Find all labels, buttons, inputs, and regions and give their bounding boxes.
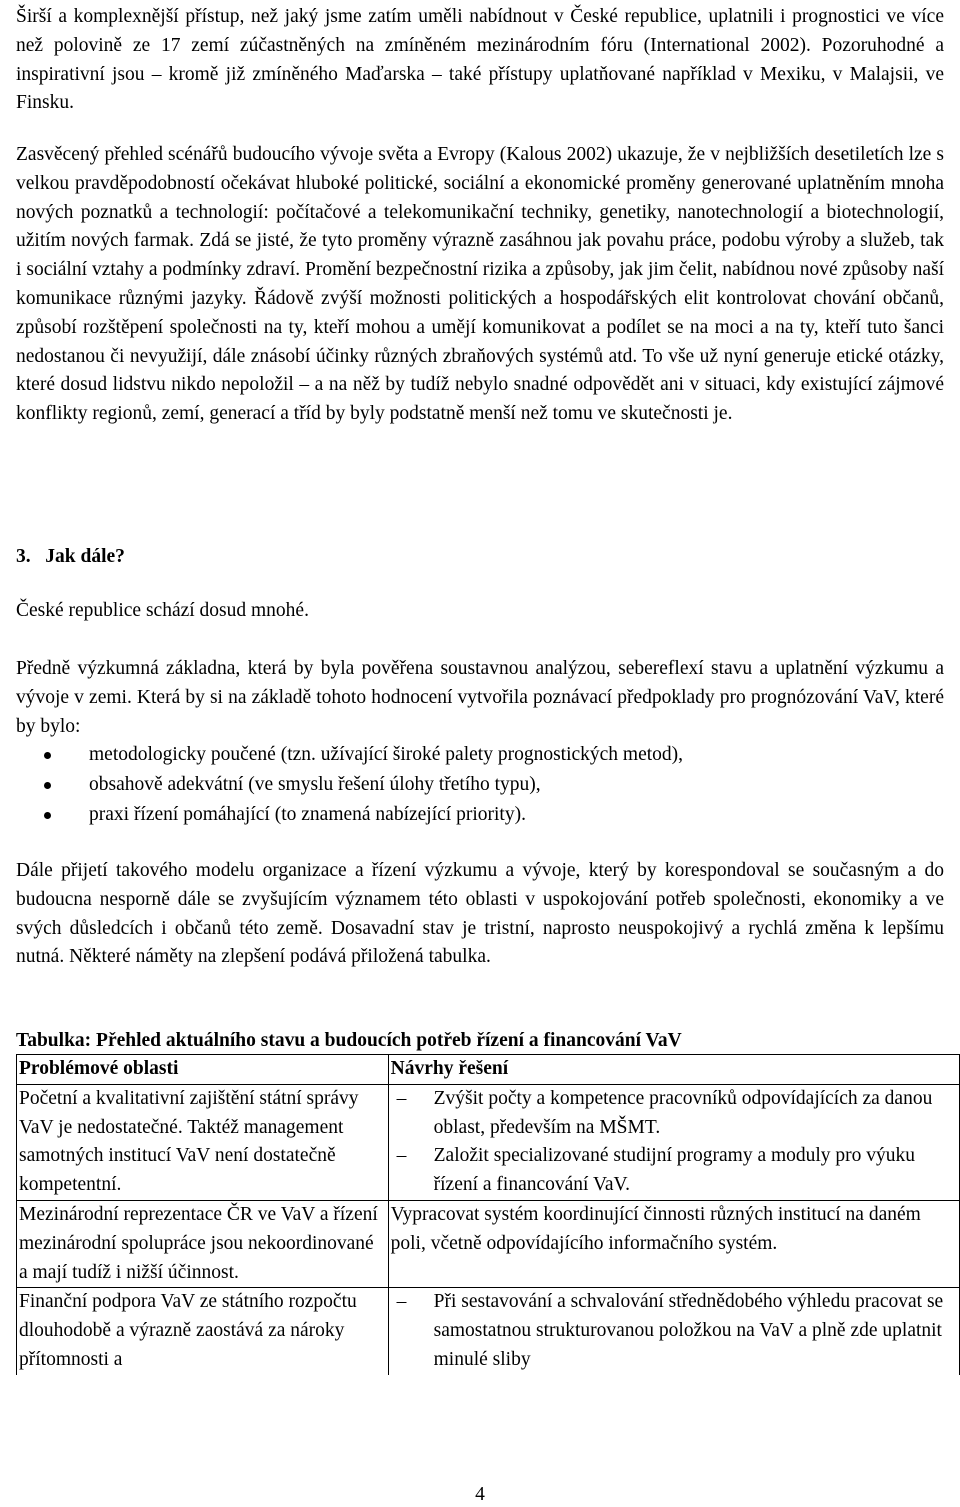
bullet-icon: [44, 752, 51, 759]
data-table: [16, 1054, 960, 1375]
solution-text: Zvýšit počty a kompetence pracovníků odpovídajících za danou oblast, především na MŠMT.: [433, 1087, 933, 1138]
problem-cell: Finanční podpora VaV ze státního rozpočtu dlouhodobě a výrazně zaostává za nároky přítomnosti a: [17, 1288, 389, 1375]
dash-icon: –: [396, 1145, 407, 1167]
table-title: Tabulka: Přehled aktuálního stavu a budoucích potřeb řízení a financování VaV: [16, 1030, 682, 1051]
paragraph-missing: České republice schází dosud mnohé.: [16, 600, 309, 621]
table-row: [17, 1288, 960, 1375]
bullet-icon: [44, 812, 51, 819]
paragraph-organization-model: Dále přijetí takového modelu organizace a řízení výzkumu a vývoje, který by korespondoval se současným a do budoucna nesporně dále se zvyšujícím významem této oblasti v uspokojování potřeb společnosti, ekonomiky a ve svých důsledcích i občanů této země. Dosavadní stav je tristní, naprosto neuspokojivý a rychlá změna k lepšímu nutná. Některé náměty na zlepšení podává přiložená tabulka.: [16, 860, 944, 968]
table-row: [17, 1084, 960, 1200]
bullet-text: metodologicky poučené (tzn. užívající široké palety prognostických metod),: [89, 744, 684, 765]
solution-cell: [388, 1288, 959, 1375]
section-heading: 3. Jak dále?: [16, 546, 125, 567]
solution-text: Při sestavování a schvalování střednědobého výhledu pracovat se samostatnou strukturovanou položkou na VaV a plně zde uplatnit minulé sliby: [433, 1291, 944, 1370]
table-row: [17, 1200, 960, 1287]
bullet-text: obsahově adekvátní (ve smyslu řešení úlohy třetího typu),: [89, 774, 541, 795]
list-item: [16, 770, 944, 800]
dash-icon: –: [396, 1291, 407, 1313]
bullet-icon: [44, 782, 51, 789]
paragraph-international-approaches: Širší a komplexnější přístup, než jaký jsme zatím uměli nabídnout v České republice, uplatnili i prognostici ve více než polovině ze 17 zemí zúčastněných na zmíněném mezinárodním fóru (International 2002). Pozoruhodné a inspirativní jsou – kromě již zmíněného Maďarska – také přístupy uplatňované například v Mexiku, v Malajsii, ve Finsku.: [16, 6, 944, 114]
list-item: [16, 740, 944, 770]
table-header-row: [17, 1055, 960, 1085]
solution-item: [391, 1142, 957, 1200]
bullet-text: praxi řízení pomáhající (to znamená nabízející priority).: [89, 804, 526, 825]
problem-cell: Početní a kvalitativní zajištění státní správy VaV je nedostatečné. Taktéž management samotných institucí VaV není dostatečně kompetentní.: [17, 1084, 389, 1200]
solution-cell: Vypracovat systém koordinující činnosti různých institucí na daném poli, včetně odpovídajícího informačního systém.: [388, 1200, 959, 1287]
dash-icon: –: [396, 1087, 407, 1109]
list-item: [16, 800, 944, 830]
solution-text: Založit specializované studijní programy a moduly pro výuku řízení a financování VaV.: [433, 1145, 916, 1196]
solution-item: [391, 1288, 957, 1374]
problem-cell: Mezinárodní reprezentace ČR ve VaV a řízení mezinárodní spolupráce jsou nekoordinované a mají tudíž i nižší účinnost.: [17, 1200, 389, 1287]
paragraph-research-base: Předně výzkumná základna, která by byla pověřena soustavnou analýzou, sebereflexí stavu a uplatnění výzkumu a vývoje v zemi. Která by si na základě tohoto hodnocení vytvořila poznávací předpoklady pro prognózování VaV, které by bylo:: [16, 658, 944, 737]
solution-cell: [388, 1084, 959, 1200]
column-header-problems: Problémové oblasti: [17, 1055, 389, 1085]
bullet-list: [16, 740, 944, 830]
paragraph-future-scenarios: Zasvěcený přehled scénářů budoucího vývoje světa a Evropy (Kalous 2002) ukazuje, že v nejbližších desetiletích lze s velkou pravděpodobností očekávat hluboké politické, sociální a ekonomické proměny generované uplatněním mnoha nových poznatků a technologií: počítačové a telekomunikační techniky, genetiky, nanotechnologií a biotechnologií, užitím nových farmak. Zdá se jisté, že tyto proměny výrazně zasáhnou jak povahu práce, podobu výroby a služeb, tak i sociální vztahy a podmínky zdraví. Promění bezpečnostní rizika a způsoby, jak jim čelit, nabídnou nové způsoby naší komunikace různými jazyky. Řádově zvýší možnosti politických a hospodářských elit kontrolovat chování občanů, způsobí rozštěpení společnosti na ty, kteří mohou a umějí komunikovat a podílet se na moci a na ty, kteří tuto šanci nedostanou či nevyužijí, dále znásobí účinky různých zbraňových systémů atd. To vše už nyní generuje etické otázky, které dosud lidstvu nikdo nepoložil – a na něž by tudíž nebylo snadné odpovědět ani v situaci, kdy existující zájmové konflikty regionů, zemí, generací a tříd by byly podstatně menší než tomu ve skutečnosti je.: [16, 144, 944, 425]
page-number: 4: [475, 1484, 485, 1505]
column-header-solutions: Návrhy řešení: [388, 1055, 959, 1085]
solution-item: [391, 1085, 957, 1143]
